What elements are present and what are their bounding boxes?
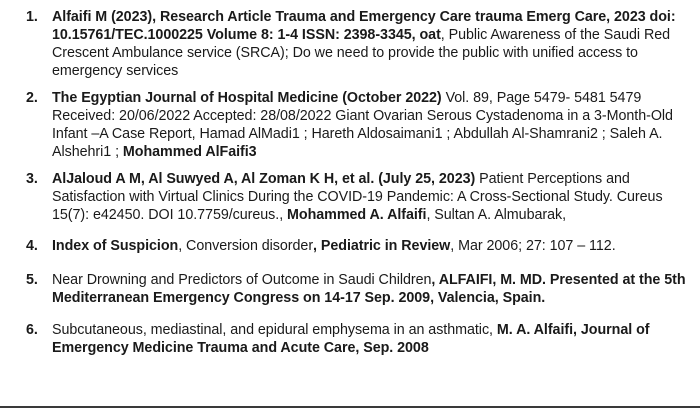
- reference-item: [26, 89, 696, 161]
- reference-author: Mohammed A. Alfaifi: [287, 207, 427, 223]
- reference-details: Patient Perceptions and Satisfaction with Virtual Clinics During the COVID-19 Pandemic: A Cross-Sectional Study. Cureus 15(7): e42450. DOI 10.7759/cureus.,: [52, 171, 663, 223]
- reference-number: 2.: [26, 90, 38, 106]
- reference-number: 3.: [26, 171, 38, 187]
- reference-text: [52, 322, 649, 356]
- reference-number: 6.: [26, 322, 38, 338]
- reference-journal: M. A. Alfaifi, Journal of Emergency Medicine Trauma and Acute Care, Sep. 2008: [52, 322, 650, 356]
- reference-author: Mohammed AlFaifi3: [122, 144, 257, 160]
- reference-item: [26, 170, 696, 224]
- reference-text: [52, 272, 686, 306]
- reference-text: [52, 90, 673, 160]
- reference-details: , Mar 2006; 27: 107 – 112.: [450, 238, 616, 254]
- reference-journal: , Pediatric in Review: [313, 238, 451, 254]
- reference-details: Vol. 89, Page 5479- 5481 5479 Received: 20/06/2022 Accepted: 28/08/2022 Giant Ovarian Serous Cystadenoma in a 3-Month-Old Infant –A Case Report, Hamad AlMadi1 ; Hareth Aldosaimani1 ; Abdullah Al-Shamrani2 ; Saleh A. Alshehri1 ;: [52, 90, 673, 160]
- reference-journal: The Egyptian Journal of Hospital Medicine (October 2022): [52, 90, 442, 106]
- reference-title: Near Drowning and Predictors of Outcome in Saudi Children: [52, 272, 432, 288]
- reference-number: 5.: [26, 272, 38, 288]
- reference-item: [26, 8, 696, 80]
- reference-title: , Conversion disorder: [178, 238, 314, 254]
- reference-number: 4.: [26, 238, 38, 254]
- reference-coauthor: , Sultan A. Almubarak,: [426, 207, 567, 223]
- reference-title: , Public Awareness of the Saudi Red Crescent Ambulance service (SRCA); Do we need to provide the public with unified access to emergency services: [52, 27, 671, 79]
- reference-text: [52, 238, 616, 254]
- reference-authors: AlJaloud A M, Al Suwyed A, Al Zoman K H, et al. (July 25, 2023): [52, 171, 476, 187]
- reference-item: [26, 271, 696, 307]
- reference-title: Subcutaneous, mediastinal, and epidural emphysema in an asthmatic,: [52, 322, 497, 338]
- reference-list: [26, 8, 696, 357]
- reference-number: 1.: [26, 9, 38, 25]
- reference-text: [52, 171, 663, 223]
- reference-column: Index of Suspicion: [52, 238, 179, 254]
- reference-citation: Alfaifi M (2023), Research Article Trauma and Emergency Care trauma Emerg Care, 2023 doi: 10.15761/TEC.1000225 Volume 8: 1-4 ISSN: 2398-3345, oat: [52, 9, 676, 43]
- bottom-divider: [0, 406, 700, 408]
- reference-item: [26, 237, 696, 255]
- reference-item: [26, 321, 696, 357]
- reference-text: [52, 9, 676, 79]
- reference-presentation: , ALFAIFI, M. MD. Presented at the 5th Mediterranean Emergency Congress on 14-17 Sep. 2009, Valencia, Spain.: [52, 272, 686, 306]
